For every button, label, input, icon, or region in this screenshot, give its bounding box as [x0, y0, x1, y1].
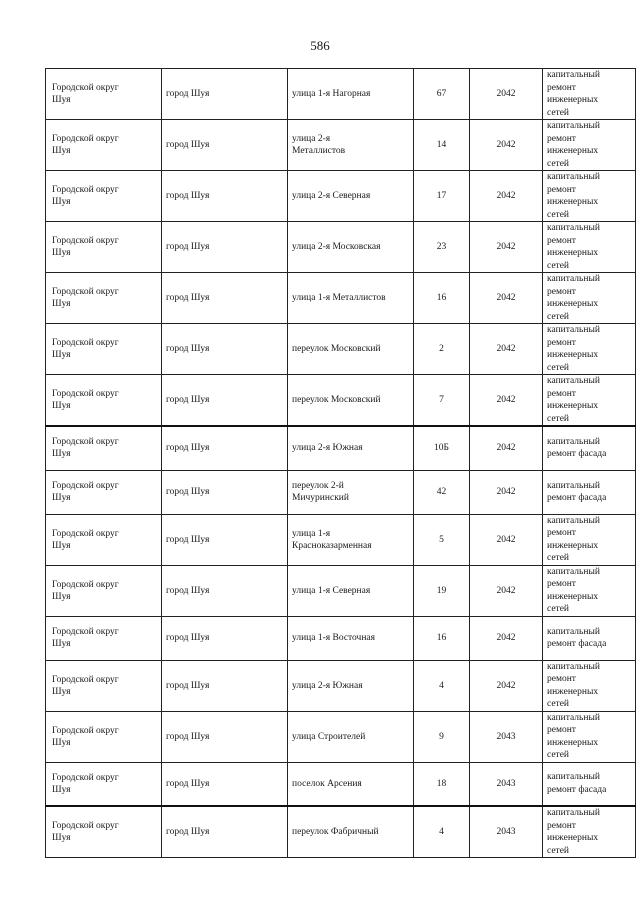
cell-city: город Шуя	[162, 660, 288, 711]
table-row	[46, 806, 636, 858]
cell-street: переулок Московский	[288, 324, 414, 375]
cell-city: город Шуя	[162, 514, 288, 565]
table-row	[46, 762, 636, 806]
cell-city: город Шуя	[162, 375, 288, 427]
cell-district: Городской округ Шуя	[46, 375, 162, 427]
cell-house-number: 67	[414, 69, 470, 120]
cell-street: улица 2-я Северная	[288, 171, 414, 222]
cell-street: переулок Фабричный	[288, 806, 414, 858]
cell-year: 2042	[470, 470, 543, 514]
table-row	[46, 426, 636, 470]
cell-city: город Шуя	[162, 324, 288, 375]
cell-house-number: 4	[414, 660, 470, 711]
cell-city: город Шуя	[162, 762, 288, 806]
cell-city: город Шуя	[162, 711, 288, 762]
cell-city: город Шуя	[162, 426, 288, 470]
cell-year: 2042	[470, 324, 543, 375]
cell-year: 2042	[470, 222, 543, 273]
cell-work-type: капитальный ремонт фасада	[543, 762, 636, 806]
table-row	[46, 69, 636, 120]
cell-house-number: 4	[414, 806, 470, 858]
cell-street: улица Строителей	[288, 711, 414, 762]
table-row	[46, 616, 636, 660]
cell-work-type: капитальный ремонт инженерных сетей	[543, 375, 636, 427]
cell-work-type: капитальный ремонт инженерных сетей	[543, 120, 636, 171]
cell-year: 2042	[470, 375, 543, 427]
cell-house-number: 5	[414, 514, 470, 565]
cell-city: город Шуя	[162, 171, 288, 222]
cell-year: 2042	[470, 514, 543, 565]
cell-street: улица 1-я Металлистов	[288, 273, 414, 324]
cell-year: 2043	[470, 762, 543, 806]
cell-city: город Шуя	[162, 565, 288, 616]
cell-work-type: капитальный ремонт инженерных сетей	[543, 711, 636, 762]
cell-work-type: капитальный ремонт фасада	[543, 616, 636, 660]
table-row	[46, 375, 636, 427]
cell-street: улица 1-я Восточная	[288, 616, 414, 660]
cell-district: Городской округ Шуя	[46, 762, 162, 806]
cell-year: 2042	[470, 120, 543, 171]
cell-street: улица 1-я Нагорная	[288, 69, 414, 120]
cell-street: улица 2-я Южная	[288, 426, 414, 470]
cell-house-number: 2	[414, 324, 470, 375]
table-body	[46, 69, 636, 858]
cell-work-type: капитальный ремонт инженерных сетей	[543, 514, 636, 565]
cell-house-number: 19	[414, 565, 470, 616]
table-row	[46, 711, 636, 762]
cell-work-type: капитальный ремонт инженерных сетей	[543, 660, 636, 711]
cell-district: Городской округ Шуя	[46, 616, 162, 660]
cell-city: город Шуя	[162, 69, 288, 120]
cell-work-type: капитальный ремонт инженерных сетей	[543, 806, 636, 858]
cell-city: город Шуя	[162, 273, 288, 324]
cell-street: улица 2-я Металлистов	[288, 120, 414, 171]
cell-year: 2043	[470, 806, 543, 858]
cell-district: Городской округ Шуя	[46, 273, 162, 324]
cell-street: улица 1-я Северная	[288, 565, 414, 616]
cell-work-type: капитальный ремонт инженерных сетей	[543, 171, 636, 222]
table-row	[46, 470, 636, 514]
cell-house-number: 7	[414, 375, 470, 427]
cell-house-number: 16	[414, 273, 470, 324]
cell-house-number: 14	[414, 120, 470, 171]
cell-year: 2042	[470, 616, 543, 660]
cell-street: переулок 2-й Мичуринский	[288, 470, 414, 514]
cell-work-type: капитальный ремонт фасада	[543, 470, 636, 514]
cell-work-type: капитальный ремонт инженерных сетей	[543, 324, 636, 375]
cell-house-number: 42	[414, 470, 470, 514]
cell-district: Городской округ Шуя	[46, 514, 162, 565]
cell-district: Городской округ Шуя	[46, 171, 162, 222]
cell-street: улица 1-я Красноказарменная	[288, 514, 414, 565]
cell-house-number: 10Б	[414, 426, 470, 470]
cell-street: улица 2-я Южная	[288, 660, 414, 711]
table-row	[46, 324, 636, 375]
cell-district: Городской округ Шуя	[46, 120, 162, 171]
table-row	[46, 171, 636, 222]
cell-year: 2042	[470, 69, 543, 120]
cell-district: Городской округ Шуя	[46, 711, 162, 762]
page-number: 586	[310, 38, 330, 53]
table-row	[46, 660, 636, 711]
cell-house-number: 23	[414, 222, 470, 273]
housing-repair-table	[45, 68, 636, 858]
cell-year: 2042	[470, 565, 543, 616]
cell-year: 2042	[470, 171, 543, 222]
cell-district: Городской округ Шуя	[46, 806, 162, 858]
cell-work-type: капитальный ремонт инженерных сетей	[543, 222, 636, 273]
cell-city: город Шуя	[162, 806, 288, 858]
cell-street: поселок Арсения	[288, 762, 414, 806]
table-row	[46, 222, 636, 273]
cell-house-number: 9	[414, 711, 470, 762]
cell-year: 2043	[470, 711, 543, 762]
cell-district: Городской округ Шуя	[46, 565, 162, 616]
table-row	[46, 514, 636, 565]
cell-year: 2042	[470, 426, 543, 470]
cell-street: улица 2-я Московская	[288, 222, 414, 273]
cell-house-number: 17	[414, 171, 470, 222]
cell-year: 2042	[470, 660, 543, 711]
cell-street: переулок Московский	[288, 375, 414, 427]
cell-district: Городской округ Шуя	[46, 470, 162, 514]
cell-city: город Шуя	[162, 470, 288, 514]
cell-city: город Шуя	[162, 120, 288, 171]
cell-city: город Шуя	[162, 616, 288, 660]
cell-house-number: 16	[414, 616, 470, 660]
table-row	[46, 273, 636, 324]
cell-year: 2042	[470, 273, 543, 324]
table-row	[46, 120, 636, 171]
cell-work-type: капитальный ремонт фасада	[543, 426, 636, 470]
table-row	[46, 565, 636, 616]
cell-city: город Шуя	[162, 222, 288, 273]
cell-district: Городской округ Шуя	[46, 660, 162, 711]
cell-work-type: капитальный ремонт инженерных сетей	[543, 565, 636, 616]
cell-work-type: капитальный ремонт инженерных сетей	[543, 69, 636, 120]
cell-house-number: 18	[414, 762, 470, 806]
cell-district: Городской округ Шуя	[46, 69, 162, 120]
cell-district: Городской округ Шуя	[46, 324, 162, 375]
cell-district: Городской округ Шуя	[46, 222, 162, 273]
cell-work-type: капитальный ремонт инженерных сетей	[543, 273, 636, 324]
cell-district: Городской округ Шуя	[46, 426, 162, 470]
